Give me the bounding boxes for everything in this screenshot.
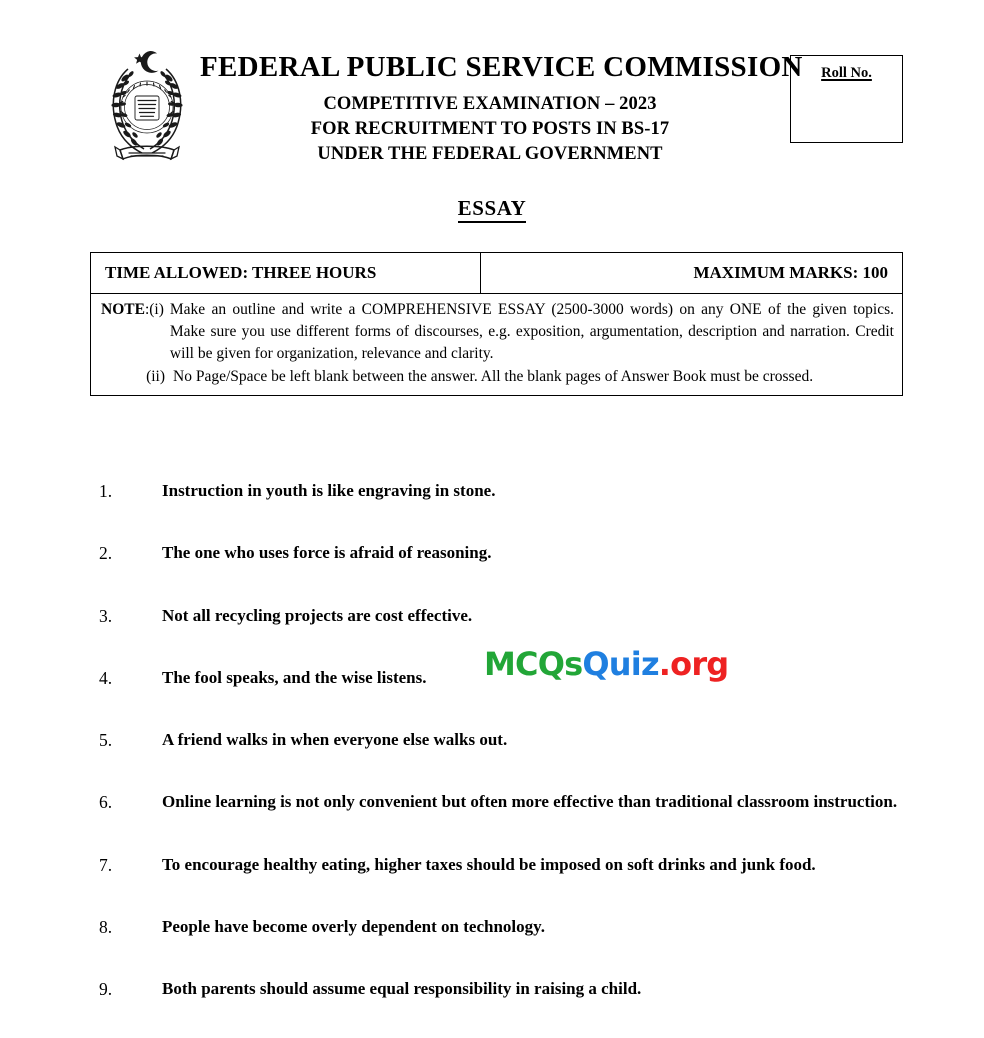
list-item [90, 852, 950, 878]
header-title-block [200, 51, 803, 166]
topic-number: 1. [99, 481, 113, 501]
document-header [0, 0, 984, 180]
topic-number: 3. [99, 605, 113, 626]
note-item-i-tag [99, 299, 164, 321]
list-item [90, 914, 950, 940]
watermark-part-quiz: Quiz [582, 645, 659, 683]
fpsc-emblem-icon [98, 47, 196, 167]
roll-no-box[interactable] [790, 55, 903, 143]
topic-number: 2. [99, 543, 113, 564]
subtitle-line-1: COMPETITIVE EXAMINATION – 2023 [323, 94, 657, 115]
note-item-ii-text: No Page/Space be left blank between the answer. All the blank pages of Answer Book must be crossed. [173, 368, 814, 385]
topic-text: Not all recycling projects are cost effective. [162, 605, 473, 625]
topic-number: 9. [99, 979, 113, 999]
paper-heading [0, 196, 984, 221]
note-roman-ii: (ii) [146, 368, 165, 385]
topic-text: The fool speaks, and the wise listens. [162, 667, 427, 687]
topic-text: People have become overly dependent on technology. [162, 916, 545, 936]
topic-text: A friend walks in when everyone else walks out. [162, 730, 508, 749]
list-item [90, 727, 950, 753]
maximum-marks-cell: MAXIMUM MARKS: 100 [693, 263, 888, 282]
note-roman-i: :(i) [144, 301, 164, 318]
topic-text: Online learning is not only convenient but often more effective than traditional classroom instruction. [162, 792, 898, 812]
site-watermark [484, 645, 729, 683]
topic-number: 7. [99, 854, 113, 875]
exam-info-table [90, 252, 903, 396]
note-section [91, 294, 902, 395]
note-item-i-text: Make an outline and write a COMPREHENSIVE ESSAY (2500-3000 words) on any ONE of the given topics. Make sure you use different forms of discourses, e.g. exposition, argumentation, description and narration. Credit will be given for organization, relevance and clarity. [169, 301, 894, 362]
time-allowed-cell: TIME ALLOWED: THREE HOURS [91, 253, 481, 293]
essay-topics-list [90, 478, 950, 1038]
watermark-part-mcqs: MCQs [484, 645, 583, 683]
list-item [90, 478, 950, 504]
list-item [90, 540, 950, 566]
topic-text: Instruction in youth is like engraving in stone. [162, 481, 496, 500]
topic-text: The one who uses force is afraid of reasoning. [162, 543, 492, 563]
paper-heading-text: ESSAY [458, 196, 527, 223]
note-label: NOTE [101, 301, 145, 318]
watermark-part-org: .org [658, 645, 729, 683]
roll-no-label: Roll No. [821, 65, 872, 81]
organization-title: FEDERAL PUBLIC SERVICE COMMISSION [200, 51, 803, 83]
list-item [90, 603, 950, 629]
note-item-i [99, 299, 894, 365]
subtitle-line-2: FOR RECRUITMENT TO POSTS IN BS-17 [310, 118, 670, 139]
topic-number: 4. [99, 667, 113, 688]
topic-number: 5. [99, 730, 113, 750]
list-item [90, 976, 950, 1002]
table-row [91, 253, 902, 294]
header-subtitle [200, 92, 780, 166]
subtitle-line-3: UNDER THE FEDERAL GOVERNMENT [317, 143, 663, 164]
topic-number: 6. [99, 792, 113, 813]
list-item [90, 789, 950, 815]
topic-text: To encourage healthy eating, higher taxes should be imposed on soft drinks and junk food. [162, 854, 816, 874]
topic-text: Both parents should assume equal responsibility in raising a child. [162, 979, 642, 998]
topic-number: 8. [99, 916, 113, 937]
note-item-ii [99, 366, 894, 388]
